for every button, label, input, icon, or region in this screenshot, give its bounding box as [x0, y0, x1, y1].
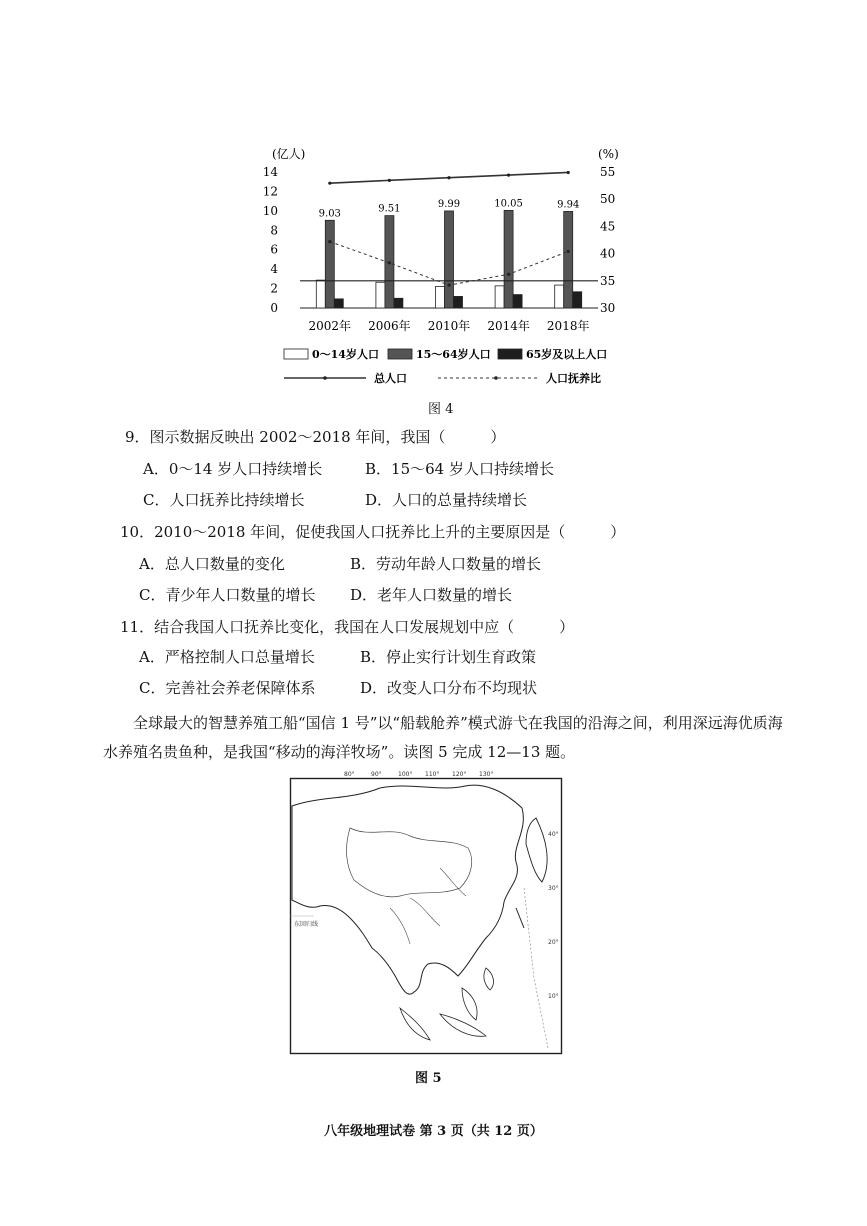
q9-option-b: B．15～64 岁人口持续增长 — [365, 460, 554, 478]
x-tick-label: 2010年 — [427, 319, 471, 333]
page-footer: 八年级地理试卷 第 3 页（共 12 页） — [324, 1124, 543, 1139]
right-tick-label: 30 — [600, 301, 616, 315]
bar-young — [316, 280, 325, 308]
legend-dependency-point — [494, 376, 498, 380]
q11-option-a: A．严格控制人口总量增长 — [139, 648, 315, 666]
longitude-label: 80° — [344, 771, 355, 778]
latitude-label: 20° — [548, 939, 559, 946]
q11-option-b: B．停止实行计划生育政策 — [360, 648, 537, 666]
q9-option-a: A．0～14 岁人口持续增长 — [143, 460, 323, 478]
left-tick-label: 10 — [262, 203, 278, 218]
bar-value-label: 9.51 — [378, 203, 401, 215]
left-axis-unit: (亿人) — [272, 147, 306, 161]
bar-young — [376, 282, 385, 308]
bar-working — [325, 220, 334, 308]
legend-swatch — [498, 349, 522, 359]
bar-value-label: 9.94 — [557, 199, 580, 211]
legend-total-point — [323, 376, 327, 380]
bar-value-label: 9.03 — [318, 208, 341, 220]
dependency-ratio-point — [507, 273, 510, 276]
bar-working — [445, 211, 454, 308]
q9-option-c: C．人口抚养比持续增长 — [143, 491, 305, 509]
legend-swatch — [284, 349, 308, 359]
bar-young — [436, 286, 445, 308]
left-tick-label: 2 — [270, 281, 278, 296]
total-population-point — [328, 182, 331, 185]
longitude-label: 110° — [425, 771, 440, 778]
bar-working — [504, 210, 513, 308]
x-tick-label: 2018年 — [546, 319, 590, 333]
q9-option-d: D．人口的总量持续增长 — [365, 491, 528, 509]
dependency-ratio-point — [388, 261, 391, 264]
legend-label: 0～14岁人口 — [312, 348, 379, 361]
bar-elderly — [513, 295, 522, 308]
total-population-point — [567, 171, 570, 174]
asia-map — [290, 771, 562, 1054]
left-tick-label: 4 — [270, 262, 278, 277]
longitude-label: 100° — [398, 771, 413, 778]
bar-elderly — [394, 298, 403, 308]
legend-swatch — [388, 349, 412, 359]
tropic-label: 东回归线 — [294, 921, 319, 928]
latitude-label: 10° — [548, 993, 559, 1000]
dependency-ratio-point — [567, 250, 570, 253]
bar-value-label: 9.99 — [437, 198, 461, 210]
bar-elderly — [334, 299, 343, 308]
legend-label: 65岁及以上人口 — [526, 348, 608, 361]
left-tick-label: 6 — [270, 242, 278, 257]
x-tick-label: 2014年 — [487, 319, 530, 333]
bar-elderly — [573, 292, 582, 308]
bar-working — [564, 211, 573, 308]
longitude-label: 90° — [371, 771, 382, 778]
total-population-point — [447, 176, 450, 179]
q10-option-b: B．劳动年龄人口数量的增长 — [350, 555, 542, 573]
q10-option-d: D．老年人口数量的增长 — [350, 586, 513, 604]
question-11: 11．结合我国人口抚养比变化，我国在人口发展规划中应（ ） — [120, 618, 575, 636]
legend-label: 人口抚养比 — [546, 372, 601, 385]
right-tick-label: 45 — [600, 219, 616, 234]
figure4-caption: 图 4 — [428, 402, 454, 417]
q10-option-c: C．青少年人口数量的增长 — [139, 586, 316, 604]
latitude-label: 40° — [548, 831, 559, 838]
question-9: 9．图示数据反映出 2002～2018 年间，我国（ ） — [125, 428, 506, 446]
bar-elderly — [454, 296, 463, 308]
longitude-label: 130° — [479, 771, 494, 778]
q10-option-a: A．总人口数量的变化 — [139, 555, 285, 573]
right-axis-unit: (%) — [598, 147, 619, 161]
intro-paragraph: 全球最大的智慧养殖工船“国信 1 号”以“船载舱养”模式游弋在我国的沿海之间，利用深远海优质海水养殖名贵鱼种，是我国“移动的海洋牧场”。读图 5 完成 12—13 题。 — [103, 714, 783, 761]
bar-value-label: 10.05 — [494, 198, 523, 210]
total-population-point — [507, 174, 510, 177]
bar-young — [495, 286, 504, 308]
bar-young — [555, 285, 564, 308]
figure5-caption: 图 5 — [415, 1071, 442, 1086]
x-tick-label: 2002年 — [308, 319, 352, 333]
left-tick-label: 12 — [262, 184, 278, 199]
q11-option-c: C．完善社会养老保障体系 — [139, 679, 316, 697]
legend-label: 总人口 — [374, 372, 407, 385]
q11-option-d: D．改变人口分布不均现状 — [360, 679, 538, 697]
right-tick-label: 55 — [600, 165, 616, 179]
left-tick-label: 8 — [270, 223, 278, 238]
x-tick-label: 2006年 — [368, 319, 411, 333]
right-tick-label: 35 — [600, 273, 616, 288]
right-tick-label: 50 — [600, 192, 616, 207]
population-chart — [260, 140, 630, 400]
dependency-ratio-point — [447, 284, 450, 287]
left-tick-label: 14 — [262, 165, 278, 179]
total-population-point — [388, 179, 391, 182]
left-tick-label: 0 — [270, 301, 278, 315]
right-tick-label: 40 — [600, 246, 616, 261]
question-10: 10．2010～2018 年间，促使我国人口抚养比上升的主要原因是（ ） — [120, 523, 626, 541]
longitude-label: 120° — [452, 771, 467, 778]
dependency-ratio-point — [328, 240, 331, 243]
latitude-label: 30° — [548, 885, 559, 892]
legend-label: 15～64岁人口 — [416, 348, 491, 361]
